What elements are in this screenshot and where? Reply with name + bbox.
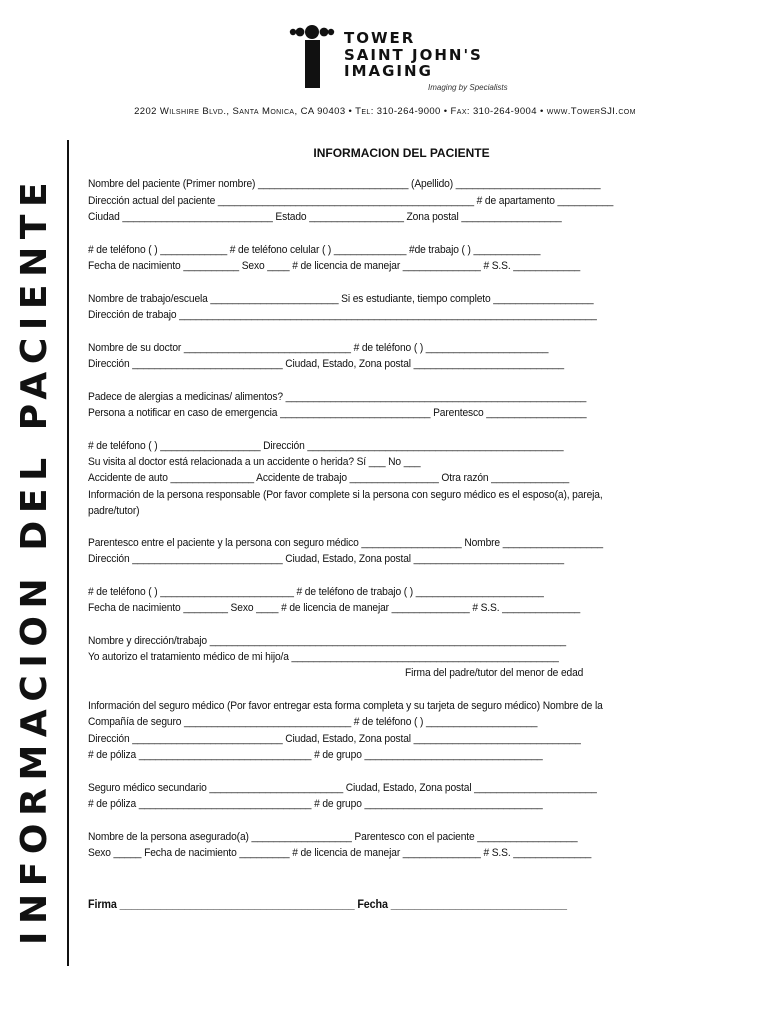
form-line: padre/tutor): [88, 505, 140, 517]
form-line: Información del seguro médico (Por favor entregar esta forma completa y su tarjeta de seguro médico) Nombre de la: [88, 700, 603, 712]
form-line: Compañía de seguro ______________________________ # de teléfono ( ) ____________________: [88, 716, 538, 728]
brand-line-3: IMAGING: [344, 62, 433, 80]
brand-line-2: SAINT JOHN'S: [344, 45, 483, 64]
form-line: # de póliza _______________________________ # de grupo ________________________________: [88, 749, 543, 761]
form-line: Yo autorizo el tratamiento médico de mi hijo/a ________________________________________________: [88, 651, 559, 663]
side-title: INFORMACION DEL PACIENTE: [14, 174, 55, 945]
letterhead: [0, 0, 770, 130]
form-line: Seguro médico secundario ________________________ Ciudad, Estado, Zona postal ______________________: [88, 782, 597, 794]
form-line: Dirección actual del paciente ______________________________________________ # de apartamento __________: [88, 195, 614, 207]
form-line: # de póliza _______________________________ # de grupo ________________________________: [88, 798, 543, 810]
form-line: Parentesco entre el paciente y la persona con seguro médico __________________ Nombre __________________: [88, 537, 603, 549]
form-line: Nombre de la persona asegurado(a) __________________ Parentesco con el paciente __________________: [88, 831, 578, 843]
form-line: Dirección ___________________________ Ciudad, Estado, Zona postal ___________________________: [88, 553, 564, 565]
form-line: Sexo _____ Fecha de nacimiento _________ # de licencia de manejar ______________ # S.S. ______________: [88, 847, 592, 859]
vertical-divider: [67, 140, 69, 966]
form-line: Su visita al doctor está relacionada a un accidente o herida? Sí ___ No ___: [88, 456, 421, 468]
form-line: Dirección de trabajo ___________________________________________________________________________: [88, 309, 597, 321]
signature-line: Firma ________________________________________ Fecha ______________________________: [88, 897, 567, 911]
form-line: Accidente de auto _______________ Accidente de trabajo ________________ Otra razón ______________: [88, 472, 570, 484]
form-line: Nombre de su doctor ______________________________ # de teléfono ( ) ______________________: [88, 342, 549, 354]
brand-tagline: Imaging by Specialists: [428, 83, 508, 92]
form-title: INFORMACION DEL PACIENTE: [313, 146, 490, 160]
form-line: Dirección ___________________________ Ciudad, Estado, Zona postal ___________________________: [88, 358, 564, 370]
form-line: Nombre y dirección/trabajo ________________________________________________________________: [88, 635, 566, 647]
form-line: Persona a notificar en caso de emergencia ___________________________ Parentesco __________________: [88, 407, 587, 419]
form-line: Nombre del paciente (Primer nombre) ___________________________ (Apellido) __________________________: [88, 178, 601, 190]
form-line: Fecha de nacimiento __________ Sexo ____ # de licencia de manejar ______________ # S.S. ____________: [88, 260, 581, 272]
form-line: # de teléfono ( ) ____________ # de teléfono celular ( ) _____________ #de trabajo ( ) ____________: [88, 244, 541, 256]
form-line: Dirección ___________________________ Ciudad, Estado, Zona postal ______________________________: [88, 733, 581, 745]
form-line: Información de la persona responsable (Por favor complete si la persona con seguro médico es el esposo(a), pareja,: [88, 489, 603, 501]
address-line: 2202 Wilshire Blvd., Santa Monica, CA 90403 • Tel: 310-264-9000 • Fax: 310-264-9004 • www.TowerSJI.com: [134, 106, 636, 117]
tower-logo-icon: [284, 22, 344, 90]
form-line: Nombre de trabajo/escuela _______________________ Si es estudiante, tiempo completo __________________: [88, 293, 594, 305]
form-line: # de teléfono ( ) __________________ Dirección ______________________________________________: [88, 440, 564, 452]
guardian-signature-caption: Firma del padre/tutor del menor de edad: [405, 667, 584, 679]
brand-line-1: TOWER: [344, 29, 416, 47]
form-line: Fecha de nacimiento ________ Sexo ____ # de licencia de manejar ______________ # S.S. ______________: [88, 602, 581, 614]
brand-name: [344, 30, 483, 80]
form-line: Ciudad ___________________________ Estado _________________ Zona postal __________________: [88, 211, 562, 223]
form-line: Padece de alergias a medicinas/ alimentos? ______________________________________________________: [88, 391, 587, 403]
form-line: # de teléfono ( ) ________________________ # de teléfono de trabajo ( ) _______________________: [88, 586, 544, 598]
